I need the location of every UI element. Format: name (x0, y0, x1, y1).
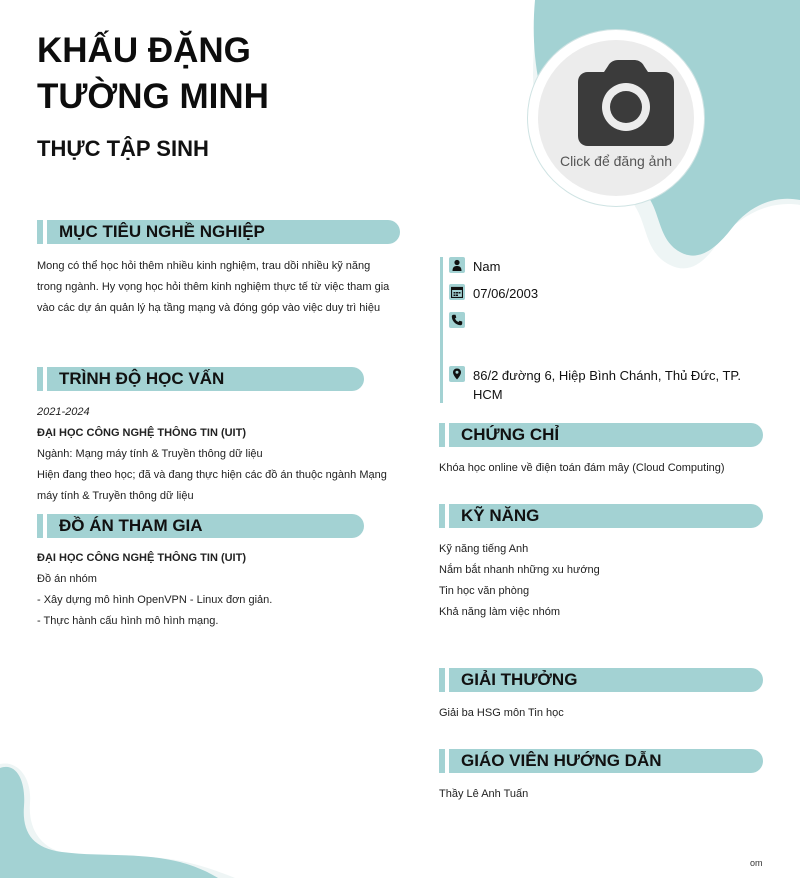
projects-item: - Thực hành cấu hình mô hình mạng. (37, 615, 219, 627)
education-heading-label: TRÌNH ĐỘ HỌC VẤN (59, 369, 225, 388)
bottom-left-blob (0, 758, 260, 878)
location-pin-icon (449, 366, 465, 382)
objective-line: trong ngành. Hy vọng học hỏi thêm kinh nghiệm thực tế từ việc tham gia (37, 281, 390, 293)
address-value (473, 366, 741, 404)
certificates-heading-label: CHỨNG CHỈ (461, 425, 560, 444)
education-major: Ngành: Mạng máy tính & Truyền thông dữ liệu (37, 448, 263, 460)
skills-block (439, 539, 600, 623)
projects-heading-label: ĐỒ ÁN THAM GIA (59, 516, 203, 535)
photo-upload[interactable] (528, 30, 704, 206)
projects-heading (37, 514, 364, 538)
award-item: Giải ba HSG môn Tin học (439, 707, 564, 719)
job-title: THỰC TẬP SINH (37, 136, 209, 161)
education-status: Hiện đang theo học; đã và đang thực hiện các đồ án thuộc ngành Mạng (37, 469, 387, 481)
contact-divider (440, 257, 443, 403)
projects-block (37, 548, 272, 632)
footer-mark: om (750, 858, 763, 868)
skills-heading (439, 504, 763, 528)
skill-item: Kỹ năng tiếng Anh (439, 543, 529, 555)
dob-value: 07/06/2003 (473, 286, 539, 301)
awards-heading (439, 668, 763, 692)
gender-value: Nam (473, 259, 501, 274)
education-years: 2021-2024 (37, 406, 90, 418)
objective-heading-label: MỤC TIÊU NGHỀ NGHIỆP (59, 222, 265, 241)
person-icon (449, 257, 465, 273)
objective-heading (37, 220, 400, 244)
education-block (37, 402, 387, 507)
education-status: máy tính & Truyền thông dữ liệu (37, 490, 194, 502)
objective-text (37, 256, 389, 319)
calendar-icon (449, 284, 465, 300)
education-heading (37, 367, 364, 391)
awards-block (439, 703, 564, 724)
advisor-name: Thầy Lê Anh Tuấn (439, 788, 529, 800)
candidate-name (37, 28, 269, 120)
address-line-1: 86/2 đường 6, Hiệp Bình Chánh, Thủ Đức, TP. (473, 368, 742, 383)
phone-icon (449, 312, 465, 328)
skill-item: Nắm bắt nhanh những xu hướng (439, 564, 600, 576)
skill-item: Khả năng làm việc nhóm (439, 606, 561, 618)
objective-line: Mong có thể học hỏi thêm nhiều kinh nghiệm, trau dồi nhiều kỹ năng (37, 260, 371, 272)
address-line-2: HCM (473, 387, 503, 402)
name-line-1: KHẤU ĐẶNG (37, 31, 251, 70)
objective-line: vào các dự án quản lý hạ tầng mạng và đóng góp vào việc duy trì hiệu (37, 302, 381, 314)
awards-heading-label: GIẢI THƯỞNG (461, 670, 578, 689)
projects-type: Đồ án nhóm (37, 573, 97, 585)
advisor-heading-label: GIÁO VIÊN HƯỚNG DẪN (461, 751, 662, 770)
name-line-2: TƯỜNG MINH (37, 77, 269, 116)
skill-item: Tin học văn phòng (439, 585, 530, 597)
projects-org: ĐẠI HỌC CÔNG NGHỆ THÔNG TIN (UIT) (37, 552, 246, 564)
projects-item: - Xây dựng mô hình OpenVPN - Linux đơn giản. (37, 594, 273, 606)
education-school: ĐẠI HỌC CÔNG NGHỆ THÔNG TIN (UIT) (37, 427, 246, 439)
camera-icon (578, 60, 674, 146)
advisor-block (439, 784, 528, 805)
photo-upload-label: Click để đăng ảnh (559, 153, 673, 169)
skills-heading-label: KỸ NĂNG (461, 506, 540, 525)
certificates-heading (439, 423, 763, 447)
photo-placeholder[interactable] (538, 40, 694, 196)
advisor-heading (439, 749, 763, 773)
certificate-item: Khóa học online về điện toán đám mây (Cloud Computing) (439, 462, 725, 474)
certificates-block (439, 458, 725, 479)
